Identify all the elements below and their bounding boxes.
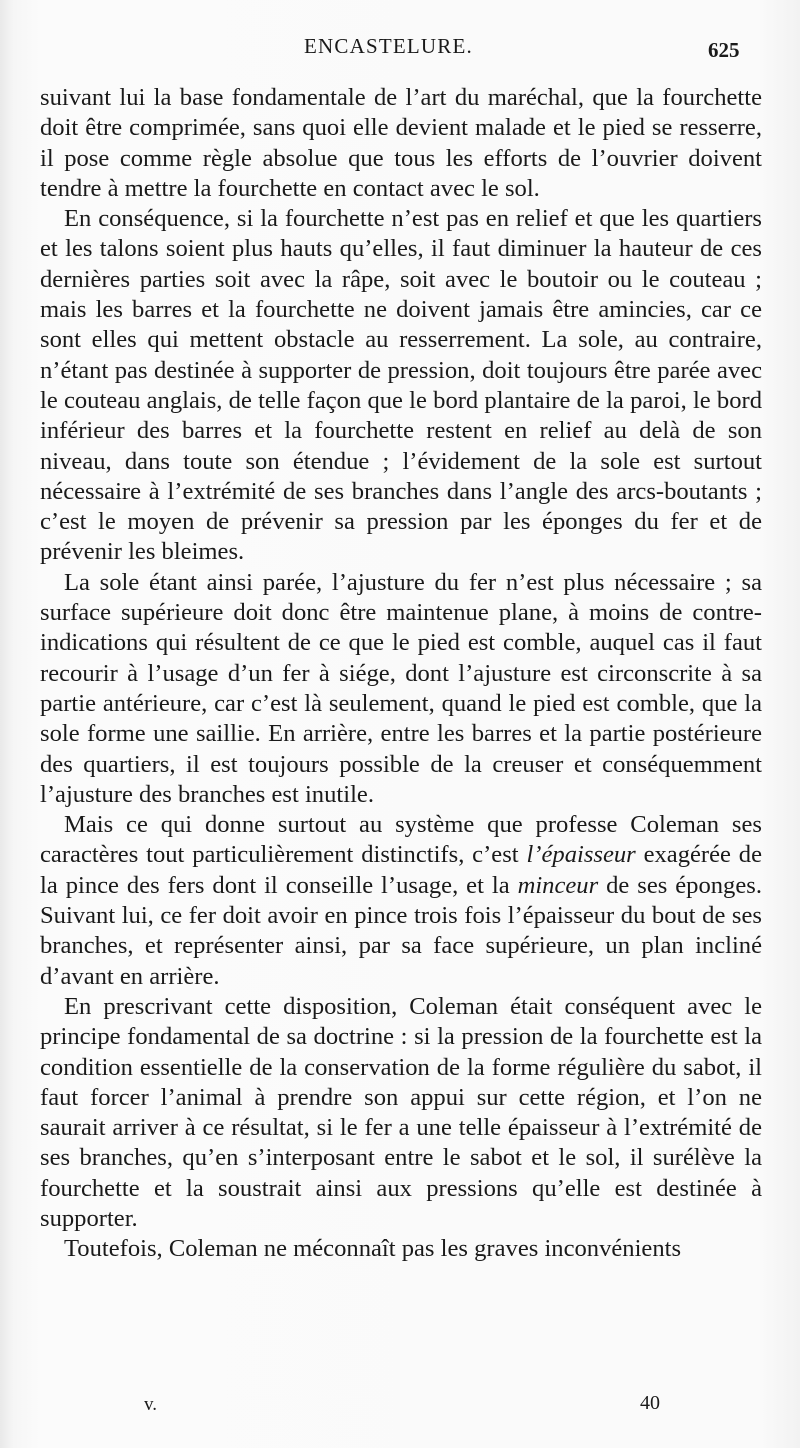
- running-head: [0, 34, 800, 64]
- signature-mark: v.: [144, 1394, 158, 1415]
- paragraph-text: La sole étant ainsi parée, l’ajusture du fer n’est plus nécessaire ; sa surface supérieure doit donc être maintenue plane, à moins de contre-indications qui résultent de ce que le pied est comble, auquel cas il faut recourir à l’usage d’un fer à siége, dont l’ajusture est circonscrite à sa partie antérieure, car c’est là seulement, quand le pied est comble, que la sole forme une saillie. En arrière, entre les barres et la partie postérieure des quartiers, il est toujours possible de la creuser et conséquemment l’ajusture des branches est inutile.: [40, 568, 762, 808]
- paragraph-text: Mais ce qui donne surtout au système que professe Coleman ses caractères tout particulièrement distinctifs, c’est: [40, 811, 762, 869]
- paragraph-text: exagérée de la pince des fers dont il conseille l’usage, et la: [40, 841, 762, 899]
- paragraph: [40, 568, 762, 810]
- paragraph-text: En conséquence, si la fourchette n’est pas en relief et que les quartiers et les talons soient plus hauts qu’elles, il faut diminuer la hauteur de ces dernières parties soit avec la râpe, soit avec le boutoir ou le couteau ; mais les barres et la fourchette ne doivent jamais être amincies, car ce sont elles qui mettent obstacle au resserrement. La sole, au contraire, n’étant pas destinée à supporter de pression, doit toujours être parée avec le couteau anglais, de telle façon que le bord plantaire de la paroi, le bord inférieur des barres et la fourchette restent en relief au delà de son niveau, dans toute son étendue ; l’évidement de la sole est surtout nécessaire à l’extrémité de ses branches dans l’angle des arcs-boutants ; c’est le moyen de prévenir sa pression par les éponges du fer et de prévenir les bleimes.: [40, 205, 762, 566]
- body-text: [40, 83, 762, 1265]
- paragraph: [40, 1234, 762, 1264]
- paragraph-text: suivant lui la base fondamentale de l’art du maréchal, que la fourchette doit être comprimée, sans quoi elle devient malade et le pied se resserre, il pose comme règle absolue que tous les efforts de l’ouvrier doivent tendre à mettre la fourchette en contact avec le sol.: [40, 84, 762, 202]
- paragraph-text: En prescrivant cette disposition, Coleman était conséquent avec le principe fondamental de sa doctrine : si la pression de la fourchette est la condition essentielle de la conservation de la forme régulière du sabot, il faut forcer l’animal à prendre son appui sur cette région, et l’on ne saurait arriver à ce résultat, si le fer a une telle épaisseur à l’extrémité de ses branches, qu’en s’interposant entre le sabot et le sol, il surélève la fourchette et la soustrait ainsi aux pressions qu’elle est destinée à supporter.: [40, 992, 762, 1232]
- paragraph: [40, 810, 762, 992]
- paragraph: [40, 83, 762, 204]
- paragraph-text: Toutefois, Coleman ne méconnaît pas les graves inconvénients: [64, 1235, 682, 1263]
- paragraph: [40, 204, 762, 568]
- signature-number: 40: [640, 1392, 660, 1414]
- paragraph-text: de ses éponges. Suivant lui, ce fer doit avoir en pince trois fois l’épaisseur du bout de ses branches, et représenter ainsi, par sa face supérieure, un plan incliné d’avant en arrière.: [40, 871, 762, 990]
- page-number: 625: [708, 38, 740, 62]
- running-title: ENCASTELURE.: [304, 34, 473, 58]
- page-footer: [0, 1392, 800, 1422]
- italic-term: l’épaisseur: [526, 841, 636, 869]
- italic-term: minceur: [517, 871, 599, 899]
- paragraph: [40, 992, 762, 1234]
